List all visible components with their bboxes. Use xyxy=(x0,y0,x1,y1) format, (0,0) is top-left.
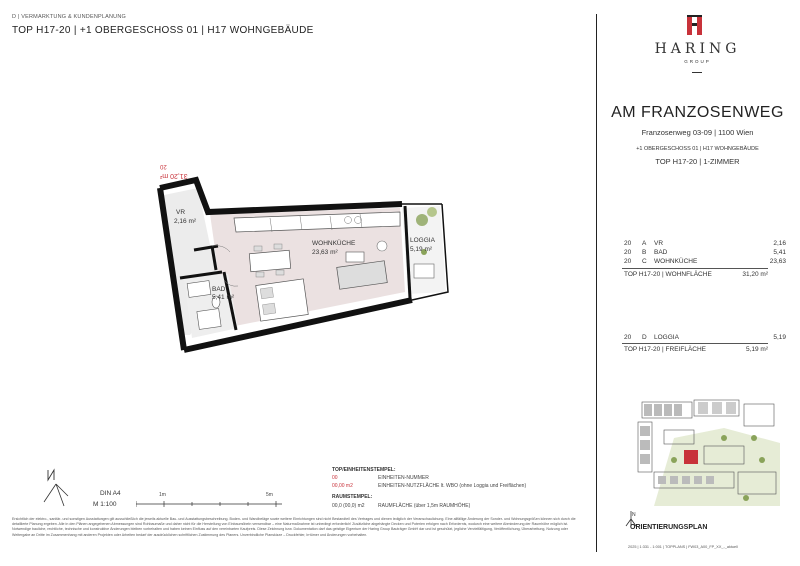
scale-bar xyxy=(136,500,286,508)
legend-sample-top: 00 xyxy=(332,475,338,481)
floor-line: +1 OBERGESCHOSS 01 | H17 WOHNGEBÄUDE xyxy=(636,146,759,152)
area-value: 23,63 xyxy=(769,258,786,265)
area-total-value: 31,20 m² xyxy=(742,271,768,278)
svg-text:N: N xyxy=(632,512,636,518)
room-area-bad: 5,41 m² xyxy=(212,294,235,301)
legend-sample-area-label: EINHEITEN-NUTZFLÄCHE lt. WBO (ohne Loggia und Freiflächen) xyxy=(378,483,527,489)
area-value: 2,16 xyxy=(773,240,786,247)
outdoor-total-rule xyxy=(622,343,768,344)
room-label-vr: VR xyxy=(176,209,186,216)
legend-sample-room: 00,0 (00,0) m2 xyxy=(332,503,365,509)
room-label-loggia: LOGGIA xyxy=(410,237,435,244)
room-area-wohnkueche: 23,63 m² xyxy=(312,249,338,256)
project-name: AM FRANZOSENWEG xyxy=(611,104,784,121)
room-label-wohnkueche: WOHNKÜCHE xyxy=(312,240,356,247)
disclaimer-text: Ersichtlich der elektro-, sanitär- und sonstigen Ausstattungen gilt ausschließlich die jeweils aktuelle Bau- und Ausstattungsbeschreibung. Boden- und Wandbeläge sowie weitere Einrichtungen sind nicht Bestandteil des Vertrages und dienen lediglich der Veranschaulichung. Eine allfällige Änderung der Sonder- und Wohnungsgrößen können sich durch die detaillierte Planung ergeben. Alle in den Plänen angegebenen Abmessungen sind Rohbaumaße und daher nicht für die Herstellung von Einbaumöbeln verwendbar – eine Naturmaßnahme ist unbedingt erforderlich! Zusätzliche abgehängte Decken und Poterien erfolgen nach Erfordernis, wodurch eine weitere Abminderung der Raumhöhe möglich ist. Notwendige bauliche, rechtliche, technische und konstruktive Änderungen bleiben vorbehalten und haben keinen Einfluss auf den vereinbarten Kaufpreis. Diese Zeichnung bzw. Dokumentation darf das geistige Eigentum der Haring Group Bauträger GmbH dar und ist geschützt, jegliche Vervielfältigung, Veröffentlichung, Überarbeitung, Nutzung oder Weitergabe an Dritte im Zusammenhang mit anderen Projekten oder Arbeiten bedarf der ausdrücklichen schriftlichen Zustimmung des Planers. Unverbindliche Planskizze – Druckfehler, Irrtümer und Änderungen vorbehalten. xyxy=(12,517,576,537)
area-code: B xyxy=(642,249,647,256)
outdoor-total-label: TOP H17-20 | FREIFLÄCHE xyxy=(624,346,707,353)
legend-heading-room: RAUMSTEMPEL: xyxy=(332,494,373,500)
logo-word: HARING xyxy=(654,41,741,57)
logo-rule xyxy=(692,72,702,73)
area-value: 5,41 xyxy=(773,249,786,256)
outdoor-total-value: 5,19 m² xyxy=(745,346,768,353)
area-code: C xyxy=(642,258,647,265)
orientation-site-map xyxy=(634,398,780,506)
legend-heading-top: TOP/EINHEITENSTEMPEL: xyxy=(332,467,396,473)
area-top: 20 xyxy=(624,249,632,256)
top-stamp xyxy=(160,157,196,179)
floor-plan xyxy=(150,160,450,360)
area-name: VR xyxy=(654,240,664,247)
north-arrow-icon xyxy=(38,466,72,508)
area-row-a xyxy=(622,239,788,248)
area-top: 20 xyxy=(624,334,632,341)
area-row-b xyxy=(622,248,788,257)
outdoor-table xyxy=(622,333,788,342)
outdoor-row-d xyxy=(622,333,788,342)
area-name: LOGGIA xyxy=(654,334,679,341)
room-area-loggia: 5,19 m² xyxy=(410,246,433,253)
scale-tick-5m: 5m xyxy=(266,492,273,498)
scale-tick-1m: 1m xyxy=(159,492,166,498)
orientation-label: ORIENTIERUNGSPLAN xyxy=(630,524,708,531)
area-name: WOHNKÜCHE xyxy=(654,258,698,265)
logo-subtext: GROUP xyxy=(684,59,711,64)
area-row-c xyxy=(622,257,788,266)
top-stamp-number: 20 xyxy=(160,163,167,169)
area-table xyxy=(622,239,788,266)
legend-sample-room-label: RAUMFLÄCHE (über 1,5m RAUMHÖHE) xyxy=(378,503,471,509)
scale-paper: DIN A4 xyxy=(100,490,121,497)
room-label-bad: BAD xyxy=(212,286,226,293)
brand-logo xyxy=(600,15,795,85)
area-total-label: TOP H17-20 | WOHNFLÄCHE xyxy=(624,271,712,278)
header-subtitle: D | VERMARKTUNG & KUNDENPLANUNG xyxy=(12,14,126,20)
area-top: 20 xyxy=(624,258,632,265)
area-top: 20 xyxy=(624,240,632,247)
area-name: BAD xyxy=(654,249,668,256)
page-title: TOP H17-20 | +1 OBERGESCHOSS 01 | H17 WOHNGEBÄUDE xyxy=(12,25,314,36)
unit-line: TOP H17-20 | 1-ZIMMER xyxy=(655,157,740,166)
legend-sample-top-label: EINHEITEN-NUMMER xyxy=(378,475,429,481)
room-area-vr: 2,16 m² xyxy=(174,218,197,225)
legend-sample-area: 00,00 m2 xyxy=(332,483,353,489)
area-value: 5,19 xyxy=(773,334,786,341)
top-stamp-area: 31,20 m² xyxy=(160,172,188,179)
document-reference: 2025 | 1:331 - 1:001 | TOPPLANS | FW03_A00_FP_XX_-_aktuell xyxy=(628,545,738,549)
scale-ratio: M 1:100 xyxy=(93,501,117,508)
area-total-rule xyxy=(622,268,768,269)
project-address: Franzosenweg 03-09 | 1100 Wien xyxy=(641,128,754,137)
area-code: A xyxy=(642,240,647,247)
divider xyxy=(596,14,597,552)
area-code: D xyxy=(642,334,647,341)
